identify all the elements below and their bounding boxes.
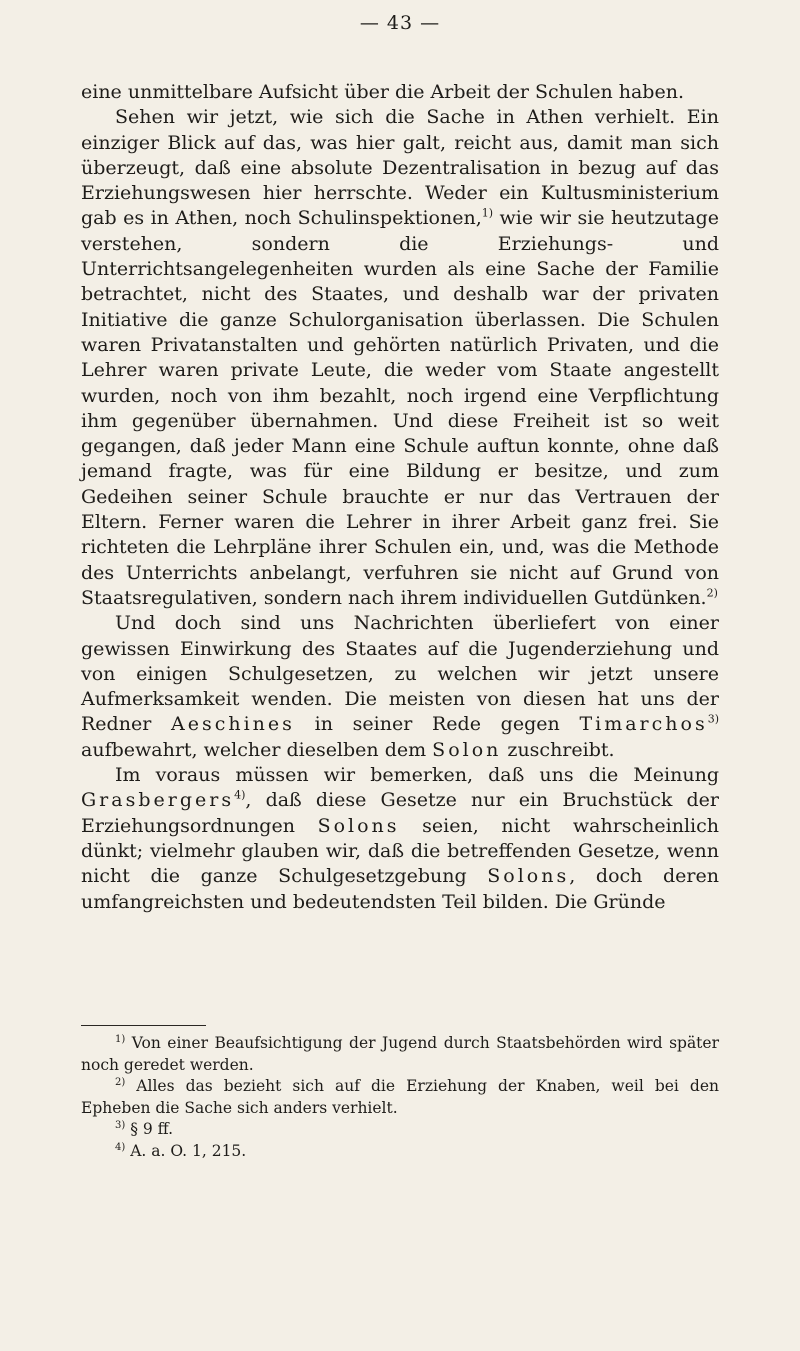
footnote-text: Von einer Beaufsichtigung der Jugend durch Staatsbehörden wird später noch geredet werden. (81, 1034, 719, 1074)
footnote-text: Alles das bezieht sich auf die Erziehung der Knaben, weil bei den Epheben die Sache sich anders verhielt. (81, 1077, 719, 1117)
paragraph-grasberger (81, 763, 719, 915)
footnote-ref: 4) (234, 788, 246, 802)
paragraph-text: aufbewahrt, welcher dieselben dem (81, 738, 433, 761)
footnote (81, 1076, 719, 1119)
paragraph-continuation: eine unmittelbare Aufsicht über die Arbeit der Schulen haben. (81, 81, 684, 103)
paragraph-text: , daß diese Gesetze nur ein Bruchstück der Erziehungsordnungen (81, 789, 719, 837)
footnote (81, 1119, 719, 1141)
footnote-text: § 9 ff. (125, 1120, 174, 1138)
paragraph-athens (81, 105, 719, 611)
paragraph-text: seien, nicht wahrscheinlich dünkt; vielmehr glauben wir, daß die betreffenden Gesetze, wenn nicht die ganze Schulgesetzgebung (81, 814, 719, 888)
paragraph-laws (81, 611, 719, 763)
footnotes (81, 1033, 719, 1162)
paragraph-text: in seiner Rede gegen (294, 713, 580, 736)
footnote-ref: 1) (481, 207, 494, 221)
page-number: — 43 — (359, 12, 441, 34)
spaced-name: Timarchos (579, 713, 708, 736)
footnote (81, 1141, 719, 1163)
footnote-ref: 2) (706, 586, 718, 600)
spaced-name: Solons (487, 865, 570, 888)
paragraph-text: Sehen wir jetzt, wie sich die Sache in Athen verhielt. Ein einziger Blick auf das, was hier galt, reicht aus, damit man sich überzeugt, daß eine absolute Dezentralisation in bezug auf das Erziehungswesen hier herrschte. Weder ein Kultusministerium gab es in Athen, noch Schulinspektionen, (81, 106, 719, 230)
footnote-marker: 4) (115, 1141, 126, 1153)
paragraph-text: wie wir sie heutzutage verstehen, sondern die Erziehungs- und Unterrichtsangelegenheiten wurden als eine Sache der Familie betrachtet, nicht des Staates, und deshalb war der privaten Initiative die ganze Schulorganisation überlassen. Die Schulen waren Privatanstalten und gehörten natürlich Privaten, und die Lehrer waren private Leute, die weder vom Staate angestellt wurden, noch von ihm bezahlt, noch irgend eine Verpflichtung ihm gegenüber übernahmen. Und diese Freiheit ist so weit gegangen, daß jeder Mann eine Schule auftun konnte, ohne daß jemand fragte, was für eine Bildung er besitze, und zum Gedeihen seiner Schule brauchte er nur das Vertrauen der Eltern. Ferner waren die Lehrer in ihrer Arbeit ganz frei. Sie richteten die Lehrpläne ihrer Schulen ein, und, was die Methode des Unterrichts anbelangt, verfuhren sie nicht auf Grund von Staatsregulativen, sondern nach ihrem individuellen Gutdünken. (81, 207, 719, 609)
footnote-marker: 2) (115, 1076, 126, 1088)
spaced-name: Aeschines (171, 713, 295, 736)
main-text (81, 80, 719, 915)
footnote-text: A. a. O. 1, 215. (125, 1141, 247, 1160)
spaced-name: Solon (432, 738, 502, 761)
footnote-ref: 3) (707, 713, 719, 727)
paragraph-text: , doch deren umfangreichsten und bedeutendsten Teil bilden. Die Gründe (81, 865, 719, 913)
spaced-name: Solons (317, 814, 400, 837)
footnote-marker: 1) (115, 1033, 126, 1045)
paragraph-text: Im voraus müssen wir bemerken, daß uns die Meinung (115, 764, 719, 787)
spaced-name: Grasbergers (81, 789, 235, 812)
footnote (81, 1033, 719, 1076)
paragraph-text: zuschreibt. (501, 738, 615, 761)
footnote-divider (81, 1025, 206, 1026)
paragraph-text: Und doch sind uns Nachrichten überliefert von einer gewissen Einwirkung des Staates auf die Jugenderziehung und von einigen Schulgesetzen, zu welchen wir jetzt unsere Aufmerksamkeit wenden. Die meisten von diesen hat uns der Redner (81, 612, 719, 736)
footnote-marker: 3) (115, 1119, 126, 1131)
